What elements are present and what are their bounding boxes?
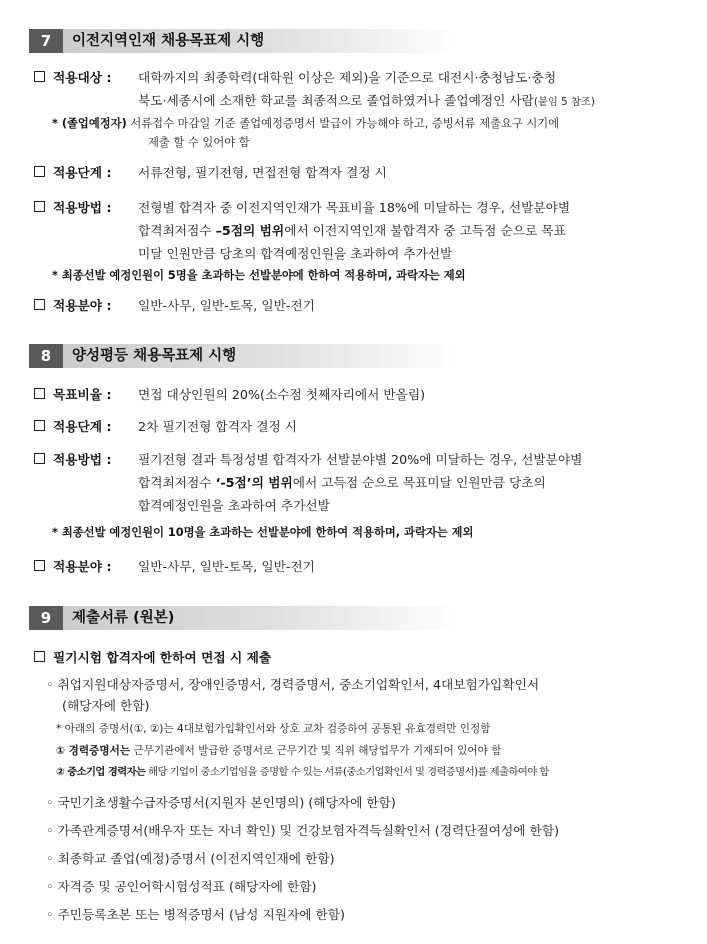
s7-target-ref: (붙임 5 참조) bbox=[533, 96, 595, 108]
s7-field-text: 일반-사무, 일반-토목, 일반-전기 bbox=[138, 298, 315, 313]
s9-item3-text: 가족관계증명서(배우자 또는 자녀 확인) 및 건강보험자격득실확인서 (경력단절여성에 한함) bbox=[57, 823, 560, 838]
s9-item2 bbox=[46, 792, 687, 814]
s9-heading: 필기시험 합격자에 한하여 면접 시 제출 bbox=[53, 650, 272, 665]
s8-method-line1: 필기전형 결과 특정성별 합격자가 선발분야별 20%에 미달하는 경우, 선발분야별 bbox=[138, 452, 583, 467]
s9-item4 bbox=[46, 848, 687, 870]
s8-stage-label: 적용단계 : bbox=[53, 419, 112, 434]
s8-field-label: 적용분야 : bbox=[53, 559, 112, 574]
s7-field-label: 적용분야 : bbox=[53, 298, 112, 313]
s9-note-b-text: 근무기관에서 발급한 증명서로 근무기간 및 직위 해당업무가 기재되어 있어야 함 bbox=[130, 745, 502, 757]
s9-item1-line2: (해당자에 한함) bbox=[62, 698, 150, 713]
s7-target-label: 적용대상 : bbox=[53, 70, 112, 85]
checkbox-square-icon bbox=[34, 201, 45, 212]
section-title: 양성평등 채용목표제 시행 bbox=[72, 348, 237, 364]
s9-item5-text: 자격증 및 공인어학시험성적표 (해당자에 한함) bbox=[57, 879, 317, 894]
s7-target-line1: 대학까지의 최종학력(대학원 이상은 제외)을 기준으로 대전시·충청남도·충청 bbox=[138, 70, 557, 85]
s9-item1-line1 bbox=[46, 674, 687, 696]
s7-method-line2-a: 합격최저점수 bbox=[138, 223, 216, 238]
circle-bullet-icon: ◦ bbox=[46, 851, 58, 866]
s7-note2: * 최종선발 예정인원이 5명을 초과하는 선발분야에 한하여 적용하며, 과락자는 제외 bbox=[52, 269, 466, 282]
checkbox-square-icon bbox=[34, 420, 45, 431]
circle-bullet-icon: ◦ bbox=[46, 823, 58, 838]
s7-stage-text: 서류전형, 필기전형, 면접전형 합격자 결정 시 bbox=[138, 165, 387, 180]
s7-target-line2-text: 북도·세종시에 소재한 학교를 최종적으로 졸업하였거나 졸업예정인 사람 bbox=[138, 93, 534, 108]
section-number: 8 bbox=[29, 344, 63, 368]
checkbox-square-icon bbox=[34, 71, 45, 82]
checkbox-square-icon bbox=[34, 388, 45, 399]
s7-note1-bold: * (졸업예정자) bbox=[52, 117, 127, 130]
s8-field-text: 일반-사무, 일반-토목, 일반-전기 bbox=[138, 559, 315, 574]
s7-note1-line2: 제출 할 수 있어야 함 bbox=[148, 136, 250, 149]
s7-method-line1: 전형별 합격자 중 이전지역인재가 목표비율 18%에 미달하는 경우, 선발분야별 bbox=[138, 200, 571, 215]
s9-note-b-bold: ① 경력증명서는 bbox=[56, 745, 131, 757]
s8-stage-text: 2차 필기전형 합격자 결정 시 bbox=[138, 419, 298, 434]
s7-method-line2 bbox=[138, 220, 677, 242]
s9-note-a: * 아래의 증명서(①, ②)는 4대보험가입확인서와 상호 교차 검증하여 공통된 유효경력만 인정함 bbox=[56, 723, 491, 735]
section-number: 7 bbox=[29, 29, 63, 53]
s9-item2-text: 국민기초생활수급자증명서(지원자 본인명의) (해당자에 한함) bbox=[57, 795, 396, 810]
s8-method-line2 bbox=[138, 472, 677, 494]
s9-note-c bbox=[56, 763, 687, 782]
s7-method-line3: 미달 인원만큼 당초의 합격예정인원을 초과하여 추가선발 bbox=[138, 246, 453, 261]
checkbox-square-icon bbox=[34, 560, 45, 571]
section-title: 제출서류 (원본) bbox=[72, 610, 175, 626]
s8-method-line2-bold: ‘-5점’의 범위 bbox=[215, 475, 293, 490]
s9-note-c-text: 해당 기업이 중소기업임을 증명할 수 있는 서류(중소기업확인서 및 경력증명서)를 제출하여야 함 bbox=[145, 766, 549, 778]
s8-ratio-text: 면접 대상인원의 20%(소수점 첫째자리에서 반올림) bbox=[138, 387, 426, 402]
circle-bullet-icon: ◦ bbox=[46, 795, 58, 810]
s9-heading-row bbox=[34, 647, 687, 669]
s8-method-line2-a: 합격최저점수 bbox=[138, 475, 216, 490]
s9-note-b bbox=[56, 742, 687, 761]
circle-bullet-icon: ◦ bbox=[46, 907, 58, 922]
checkbox-square-icon bbox=[34, 453, 45, 464]
s7-method-line2-c: 에서 이전지역인재 불합격자 중 고득점 순으로 목표 bbox=[284, 223, 566, 238]
section-7-header bbox=[29, 29, 461, 53]
s8-method-line2-c: 에서 고득점 순으로 목표미달 인원만큼 당초의 bbox=[292, 475, 546, 490]
s7-note1-line1 bbox=[52, 114, 687, 133]
s9-item6-text: 주민등록초본 또는 병적증명서 (남성 지원자에 한함) bbox=[57, 907, 345, 922]
circle-bullet-icon: ◦ bbox=[46, 879, 58, 894]
s8-note: * 최종선발 예정인원이 10명을 초과하는 선발분야에 한하여 적용하며, 과락자는 제외 bbox=[52, 526, 474, 539]
s9-item5 bbox=[46, 876, 687, 898]
s9-item1-text: 취업지원대상자증명서, 장애인증명서, 경력증명서, 중소기업확인서, 4대보험가입확인서 bbox=[57, 677, 540, 692]
s8-method-line3: 합격예정인원을 초과하여 추가선발 bbox=[138, 498, 330, 513]
s7-stage-label: 적용단계 : bbox=[53, 165, 112, 180]
s9-item6 bbox=[46, 904, 687, 926]
s9-item4-text: 최종학교 졸업(예정)증명서 (이전지역인재에 한함) bbox=[57, 851, 335, 866]
section-8-header bbox=[29, 344, 461, 368]
circle-bullet-icon: ◦ bbox=[46, 677, 58, 692]
s7-method-line2-bold: –5점의 범위 bbox=[215, 223, 285, 238]
s7-method-label: 적용방법 : bbox=[53, 200, 112, 215]
checkbox-square-icon bbox=[34, 299, 45, 310]
checkbox-square-icon bbox=[34, 166, 45, 177]
s9-item3 bbox=[46, 820, 687, 842]
s7-target-line2 bbox=[138, 90, 677, 113]
s7-note1-text: 서류접수 마감일 기준 졸업예정증명서 발급이 가능해야 하고, 증빙서류 제출요구 시기에 bbox=[126, 117, 560, 130]
s8-ratio-label: 목표비율 : bbox=[53, 387, 112, 402]
s9-note-c-bold: ② 중소기업 경력자는 bbox=[56, 766, 146, 778]
section-number: 9 bbox=[29, 606, 63, 630]
checkbox-square-icon bbox=[34, 651, 45, 662]
section-title: 이전지역인재 채용목표제 시행 bbox=[72, 33, 265, 49]
s8-method-label: 적용방법 : bbox=[53, 452, 112, 467]
section-9-header bbox=[29, 606, 461, 630]
